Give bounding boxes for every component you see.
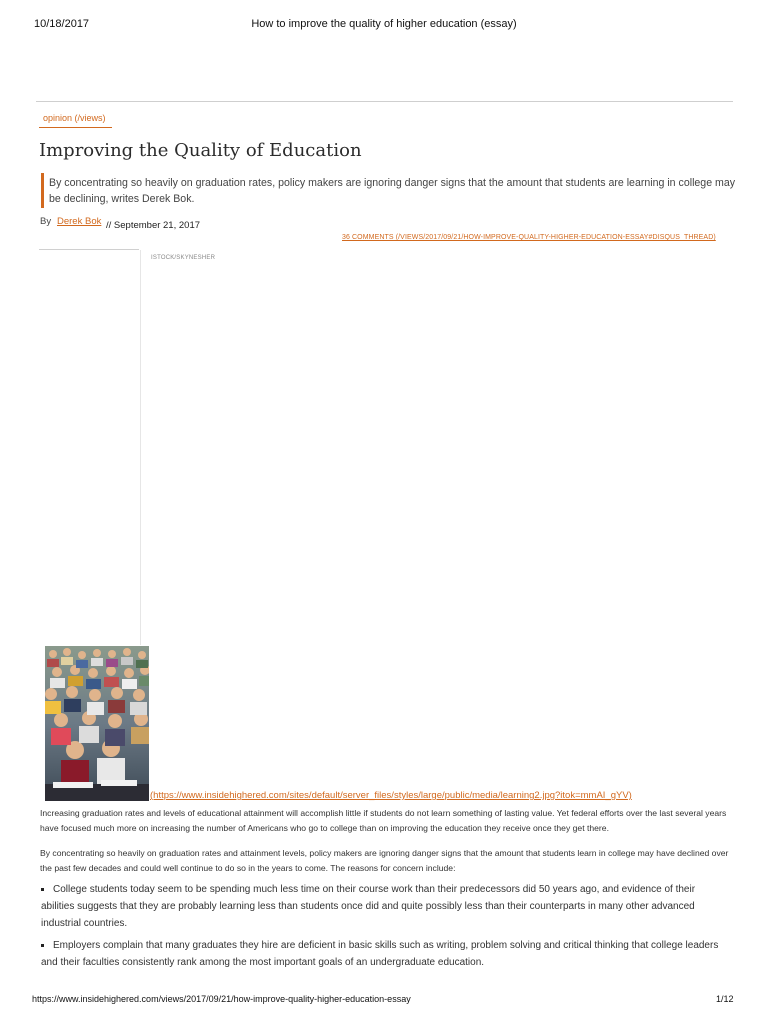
lede-accent-bar — [41, 173, 44, 208]
print-date: 10/18/2017 — [34, 18, 90, 30]
list-item — [41, 881, 731, 932]
students-classroom-photo — [45, 646, 149, 801]
bullet-icon — [41, 888, 44, 891]
author-link[interactable]: Derek Bok — [57, 216, 102, 227]
list-item — [41, 937, 731, 971]
article-lede: By concentrating so heavily on graduation rates, policy makers are ignoring danger signs that the amount that students are learning in college may be declining, writes Derek Bok. — [49, 177, 736, 205]
byline-label: By — [40, 216, 52, 227]
print-url: https://www.insidehighered.com/views/2017/09/21/how-improve-quality-higher-education-essay — [32, 994, 411, 1004]
list-item-text: College students today seem to be spending much less time on their course work than their predecessors did 50 years ago, and evidence of their abilities suggests that they are probably learning less than students once did and quite possibly less than their counterparts in many other advanced industrial countries. — [41, 884, 696, 929]
image-area-divider — [39, 249, 139, 250]
image-area-border — [140, 250, 141, 645]
header-divider — [36, 101, 733, 102]
comments-link[interactable]: 36 COMMENTS (/VIEWS/2017/09/21/HOW-IMPROVE-QUALITY-HIGHER-EDUCATION-ESSAY#DISQUS_THREAD) — [342, 234, 716, 241]
print-title: How to improve the quality of higher education (essay) — [251, 18, 517, 30]
bullet-icon — [41, 944, 44, 947]
image-source-link[interactable]: (https://www.insidehighered.com/sites/default/server_files/styles/large/public/media/learning2.jpg?itok=mmAI_gYV) — [150, 790, 632, 801]
publish-date: // September 21, 2017 — [106, 220, 201, 231]
print-page-number: 1/12 — [716, 994, 734, 1004]
list-item-text: Employers complain that many graduates they hire are deficient in basic skills such as writing, problem solving and critical thinking that college leaders and their faculties consistently rank among the most important goals of an undergraduate education. — [41, 940, 719, 968]
image-credit: ISTOCK/SKYNESHER — [151, 255, 216, 261]
category-underline — [39, 127, 112, 128]
article-headline: Improving the Quality of Education — [39, 140, 362, 161]
body-paragraph: By concentrating so heavily on graduation rates and attainment levels, policy makers are ignoring danger signs that the amount that students learn in college may have declined over the past few decades and could well continue to do so in the years to come. The reasons for concern include: — [40, 848, 729, 873]
category-link[interactable]: opinion (/views) — [43, 113, 106, 123]
body-paragraph: Increasing graduation rates and levels of educational attainment will accomplish little if students do not learn something of lasting value. Yet federal efforts over the last several years have focused much more on increasing the number of Americans who go to college than on improving the education they receive once they get there. — [40, 808, 727, 833]
